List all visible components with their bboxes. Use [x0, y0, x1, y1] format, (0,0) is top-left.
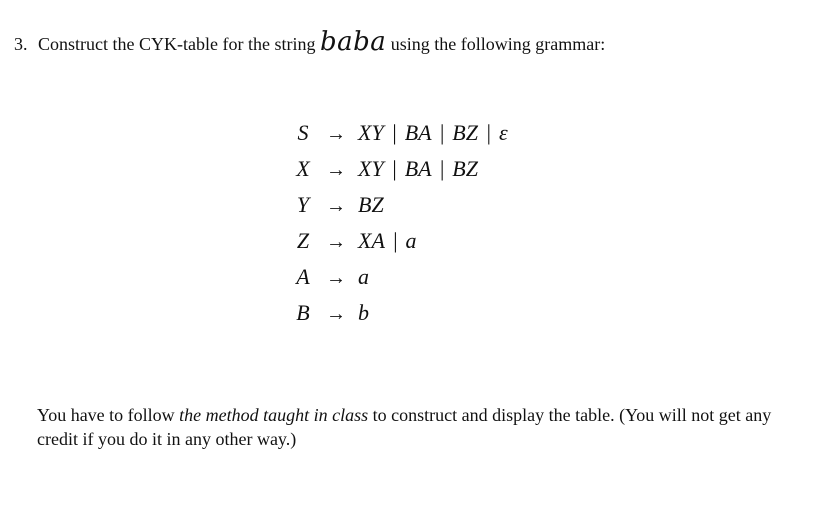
question-heading — [14, 27, 605, 57]
question-number: 3. — [14, 34, 28, 54]
grammar-rule — [292, 187, 508, 223]
question-text-before: Construct the CYK-table for the string — [38, 34, 316, 54]
arrow-icon: → — [326, 231, 346, 253]
arrow-icon: → — [326, 303, 346, 325]
rule-rhs: a — [358, 264, 369, 289]
rule-rhs: XY | BA | BZ | ε — [358, 120, 508, 145]
rule-rhs: BZ — [358, 192, 384, 217]
grammar-rule — [292, 223, 508, 259]
instruction-part1: You have to follow — [37, 405, 175, 425]
arrow-icon: → — [326, 123, 346, 145]
rule-lhs: Z — [296, 228, 310, 253]
rule-lhs: B — [296, 300, 310, 325]
rule-rhs: b — [358, 300, 369, 325]
grammar-rules — [292, 115, 508, 331]
question-text-after: using the following grammar: — [390, 34, 606, 54]
rule-lhs: X — [296, 156, 310, 181]
arrow-icon: → — [326, 267, 346, 289]
target-string: baba — [319, 27, 387, 57]
rule-rhs: XY | BA | BZ — [358, 156, 478, 181]
rule-lhs: A — [296, 264, 310, 289]
rule-rhs: XA | a — [358, 228, 417, 253]
instruction-part2: to construct and display the table. (You will not get any credit if you do it in any other way.) — [37, 405, 772, 449]
instruction-paragraph — [37, 403, 807, 451]
arrow-icon: → — [326, 159, 346, 181]
instruction-emphasis: the method taught in class — [179, 405, 369, 425]
grammar-rule — [292, 259, 508, 295]
grammar-rule — [292, 295, 508, 331]
grammar-rule — [292, 151, 508, 187]
rule-lhs: Y — [296, 192, 310, 217]
arrow-icon: → — [326, 195, 346, 217]
rule-lhs: S — [297, 120, 309, 145]
grammar-rule — [292, 115, 508, 151]
